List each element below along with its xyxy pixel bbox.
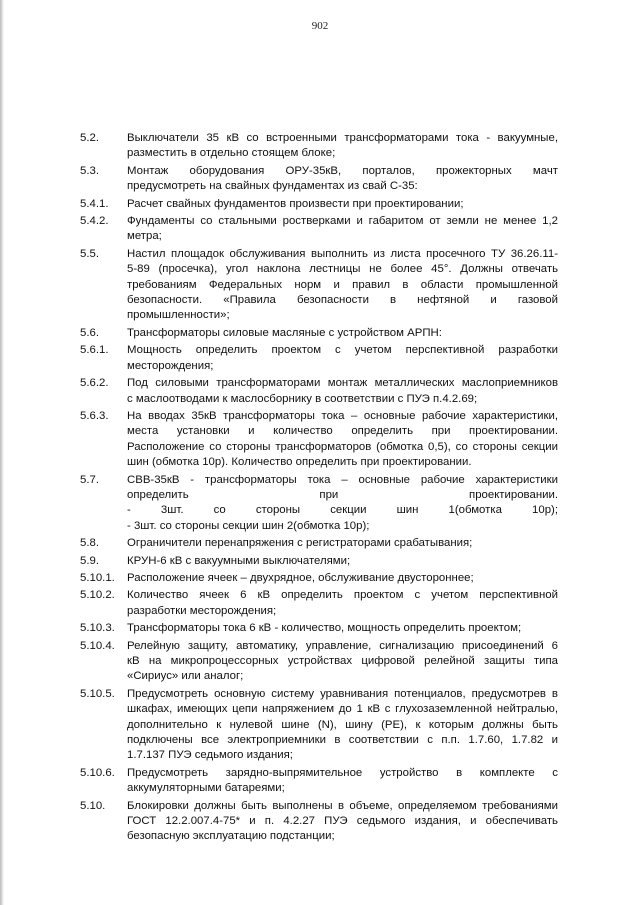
clause-number: 5.10.2. xyxy=(80,589,115,602)
clause-item xyxy=(80,799,558,845)
clause-line: Релейную защиту, автоматику, управление, сигнализацию присоединений 6 xyxy=(127,639,558,652)
clause-number: 5.2. xyxy=(80,132,99,144)
clause-text xyxy=(127,588,558,619)
clause-line: СВВ-35кВ - трансформаторы тока – основные рабочие характеристики xyxy=(127,473,558,486)
clause-line: Количество ячеек 6 кВ определить проектом с учетом перспективной xyxy=(127,589,558,602)
clause-item xyxy=(80,343,558,374)
clause-line: 1.7.137 ПУЭ седьмого издания; xyxy=(127,749,293,762)
clause-number: 5.10.1. xyxy=(80,571,115,584)
clause-number: 5.4.2. xyxy=(80,215,109,228)
clause-line: Предусмотреть зарядно-выпрямительное устройство в комплекте с xyxy=(127,766,558,779)
clause-item xyxy=(80,197,558,212)
clause-line: кВ на микропроцессорных устройствах цифровой релейной защиты типа xyxy=(127,655,558,667)
clause-line: Расположение со стороны трансформаторов (обмотка 0,5), со стороны секции xyxy=(127,440,558,453)
clause-line: Монтаж оборудования ОРУ-35кВ, порталов, прожекторных мачт xyxy=(127,164,558,177)
clause-line: 5-89 (просечка), угол наклона лестницы не более 45°. Должны отвечать xyxy=(127,263,558,276)
clause-line: На вводах 35кВ трансформаторы тока – основные рабочие характеристики, xyxy=(127,409,558,422)
clause-line: шин (обмотка 10р). Количество определить при проектировании. xyxy=(127,456,472,469)
clause-number: 5.9. xyxy=(80,554,99,567)
clause-line: безопасности. «Правила безопасности в нефтяной и газовой xyxy=(127,294,558,307)
clause-line: безопасную эксплуатацию подстанции; xyxy=(127,830,335,843)
clause-line: Фундаменты со стальными ростверками и габаритом от земли не менее 1,2 xyxy=(127,215,558,228)
clause-number: 5.10.3. xyxy=(80,622,115,635)
clause-number: 5.7. xyxy=(80,473,99,486)
clause-line: Под силовыми трансформаторами монтаж металлических маслоприемников xyxy=(127,377,558,390)
clause-item xyxy=(80,409,558,471)
clause-line: - 3шт. со стороны секции шин 1(обмотка 10р); xyxy=(127,504,558,517)
clause-text xyxy=(127,687,558,764)
clause-line: промышленности»; xyxy=(127,309,230,322)
clause-line: требованиям Федеральных норм и правил в области промышленной xyxy=(127,278,558,291)
clause-item xyxy=(80,621,558,636)
clause-number: 5.8. xyxy=(80,537,99,550)
clause-item xyxy=(80,376,558,407)
clause-number: 5.10.6. xyxy=(80,766,115,779)
clause-line: Расчет свайных фундаментов произвести при проектировании; xyxy=(127,197,464,210)
clause-text xyxy=(127,164,558,195)
clause-line: ГОСТ 12.2.007.4-75* и п. 4.2.27 ПУЭ седьмого издания, и обеспечивать xyxy=(127,815,558,828)
clause-item xyxy=(80,639,558,685)
clause-line: КРУН-6 кВ с вакуумными выключателями; xyxy=(127,554,351,567)
clause-line: с маслоотводами к маслосборнику в соответствии с ПУЭ п.4.2.69; xyxy=(127,392,478,405)
clause-text xyxy=(127,766,558,797)
clause-line: аккумуляторными батареями; xyxy=(127,782,285,795)
clause-text xyxy=(127,639,558,685)
clause-text xyxy=(127,473,558,535)
clause-number: 5.10. xyxy=(80,799,106,812)
clause-line: предусмотреть на свайных фундаментах из свай С-35: xyxy=(127,180,418,193)
clause-text xyxy=(127,621,558,636)
clause-item xyxy=(80,571,558,586)
clause-line: - 3шт. со стороны секции шин 2(обмотка 10р); xyxy=(127,519,370,532)
clause-text xyxy=(127,376,558,407)
clause-text xyxy=(127,343,558,374)
clause-line: подключены все электроприемники в соответствии с п.п. 1.7.60, 1.7.82 и xyxy=(127,734,558,747)
page-left-edge-shadow xyxy=(0,0,4,905)
clause-item xyxy=(80,687,558,764)
clause-number: 5.6.3. xyxy=(80,409,109,422)
clause-number: 5.10.4. xyxy=(80,639,115,652)
clause-line: Выключатели 35 кВ со встроенными трансформаторами тока - вакуумные, xyxy=(127,132,558,144)
clause-line: Трансформаторы силовые масляные с устройством АРПН: xyxy=(127,326,442,339)
clause-line: «Сириус» или аналог; xyxy=(127,670,244,683)
clause-text xyxy=(127,799,558,845)
clause-text xyxy=(127,214,558,245)
clause-line: Предусмотреть основную систему уравнивания потенциалов, предусмотрев в xyxy=(127,687,558,700)
clause-number: 5.6.1. xyxy=(80,344,109,357)
clause-line: шкафах, имеющих цепи напряжением до 1 кВ с глухозаземленной нейтралью, xyxy=(127,703,558,716)
clause-line: дополнительно к нулевой шине (N), шину (РЕ), к которым должны быть xyxy=(127,718,558,731)
clause-line: разместить в отдельно стоящем блоке; xyxy=(127,147,336,160)
clause-text xyxy=(127,536,558,551)
clause-item xyxy=(80,554,558,569)
clause-number: 5.6. xyxy=(80,326,99,339)
clause-line: Блокировки должны быть выполнены в объеме, определяемом требованиями xyxy=(127,799,558,812)
clause-number: 5.10.5. xyxy=(80,687,115,700)
page-number: 902 xyxy=(311,20,329,32)
clause-item xyxy=(80,131,558,162)
clause-line: места установки и количество определить при проектировании. xyxy=(127,425,558,438)
clause-text xyxy=(127,197,558,212)
clause-item xyxy=(80,536,558,551)
clause-item xyxy=(80,473,558,535)
clause-line: месторождения; xyxy=(127,359,214,372)
clause-text xyxy=(127,247,558,324)
clause-item xyxy=(80,164,558,195)
clause-text xyxy=(127,326,558,341)
clause-text xyxy=(127,131,558,162)
clause-number: 5.4.1. xyxy=(80,197,109,210)
clause-line: метра; xyxy=(127,230,162,243)
clause-text xyxy=(127,554,558,569)
clause-text xyxy=(127,571,558,586)
clause-item xyxy=(80,214,558,245)
clause-number: 5.3. xyxy=(80,164,99,177)
clause-number: 5.6.2. xyxy=(80,377,109,390)
clause-number: 5.5. xyxy=(80,247,99,260)
clause-line: Ограничители перенапряжения с регистраторами срабатывания; xyxy=(127,537,473,550)
clause-text xyxy=(127,409,558,471)
document-body xyxy=(80,131,558,845)
clause-item xyxy=(80,588,558,619)
clause-line: Расположение ячеек – двухрядное, обслуживание двустороннее; xyxy=(127,571,474,584)
clause-line: Настил площадок обслуживания выполнить из листа просечного ТУ 36.26.11- xyxy=(127,247,558,260)
clause-line: Трансформаторы тока 6 кВ - количество, мощность определить проектом; xyxy=(127,622,522,635)
clause-line: определить при проектировании. xyxy=(127,488,558,501)
clause-line: Мощность определить проектом с учетом перспективной разработки xyxy=(127,344,558,357)
clause-item xyxy=(80,247,558,324)
clause-item xyxy=(80,766,558,797)
clause-item xyxy=(80,326,558,341)
clause-line: разработки месторождения; xyxy=(127,604,277,617)
